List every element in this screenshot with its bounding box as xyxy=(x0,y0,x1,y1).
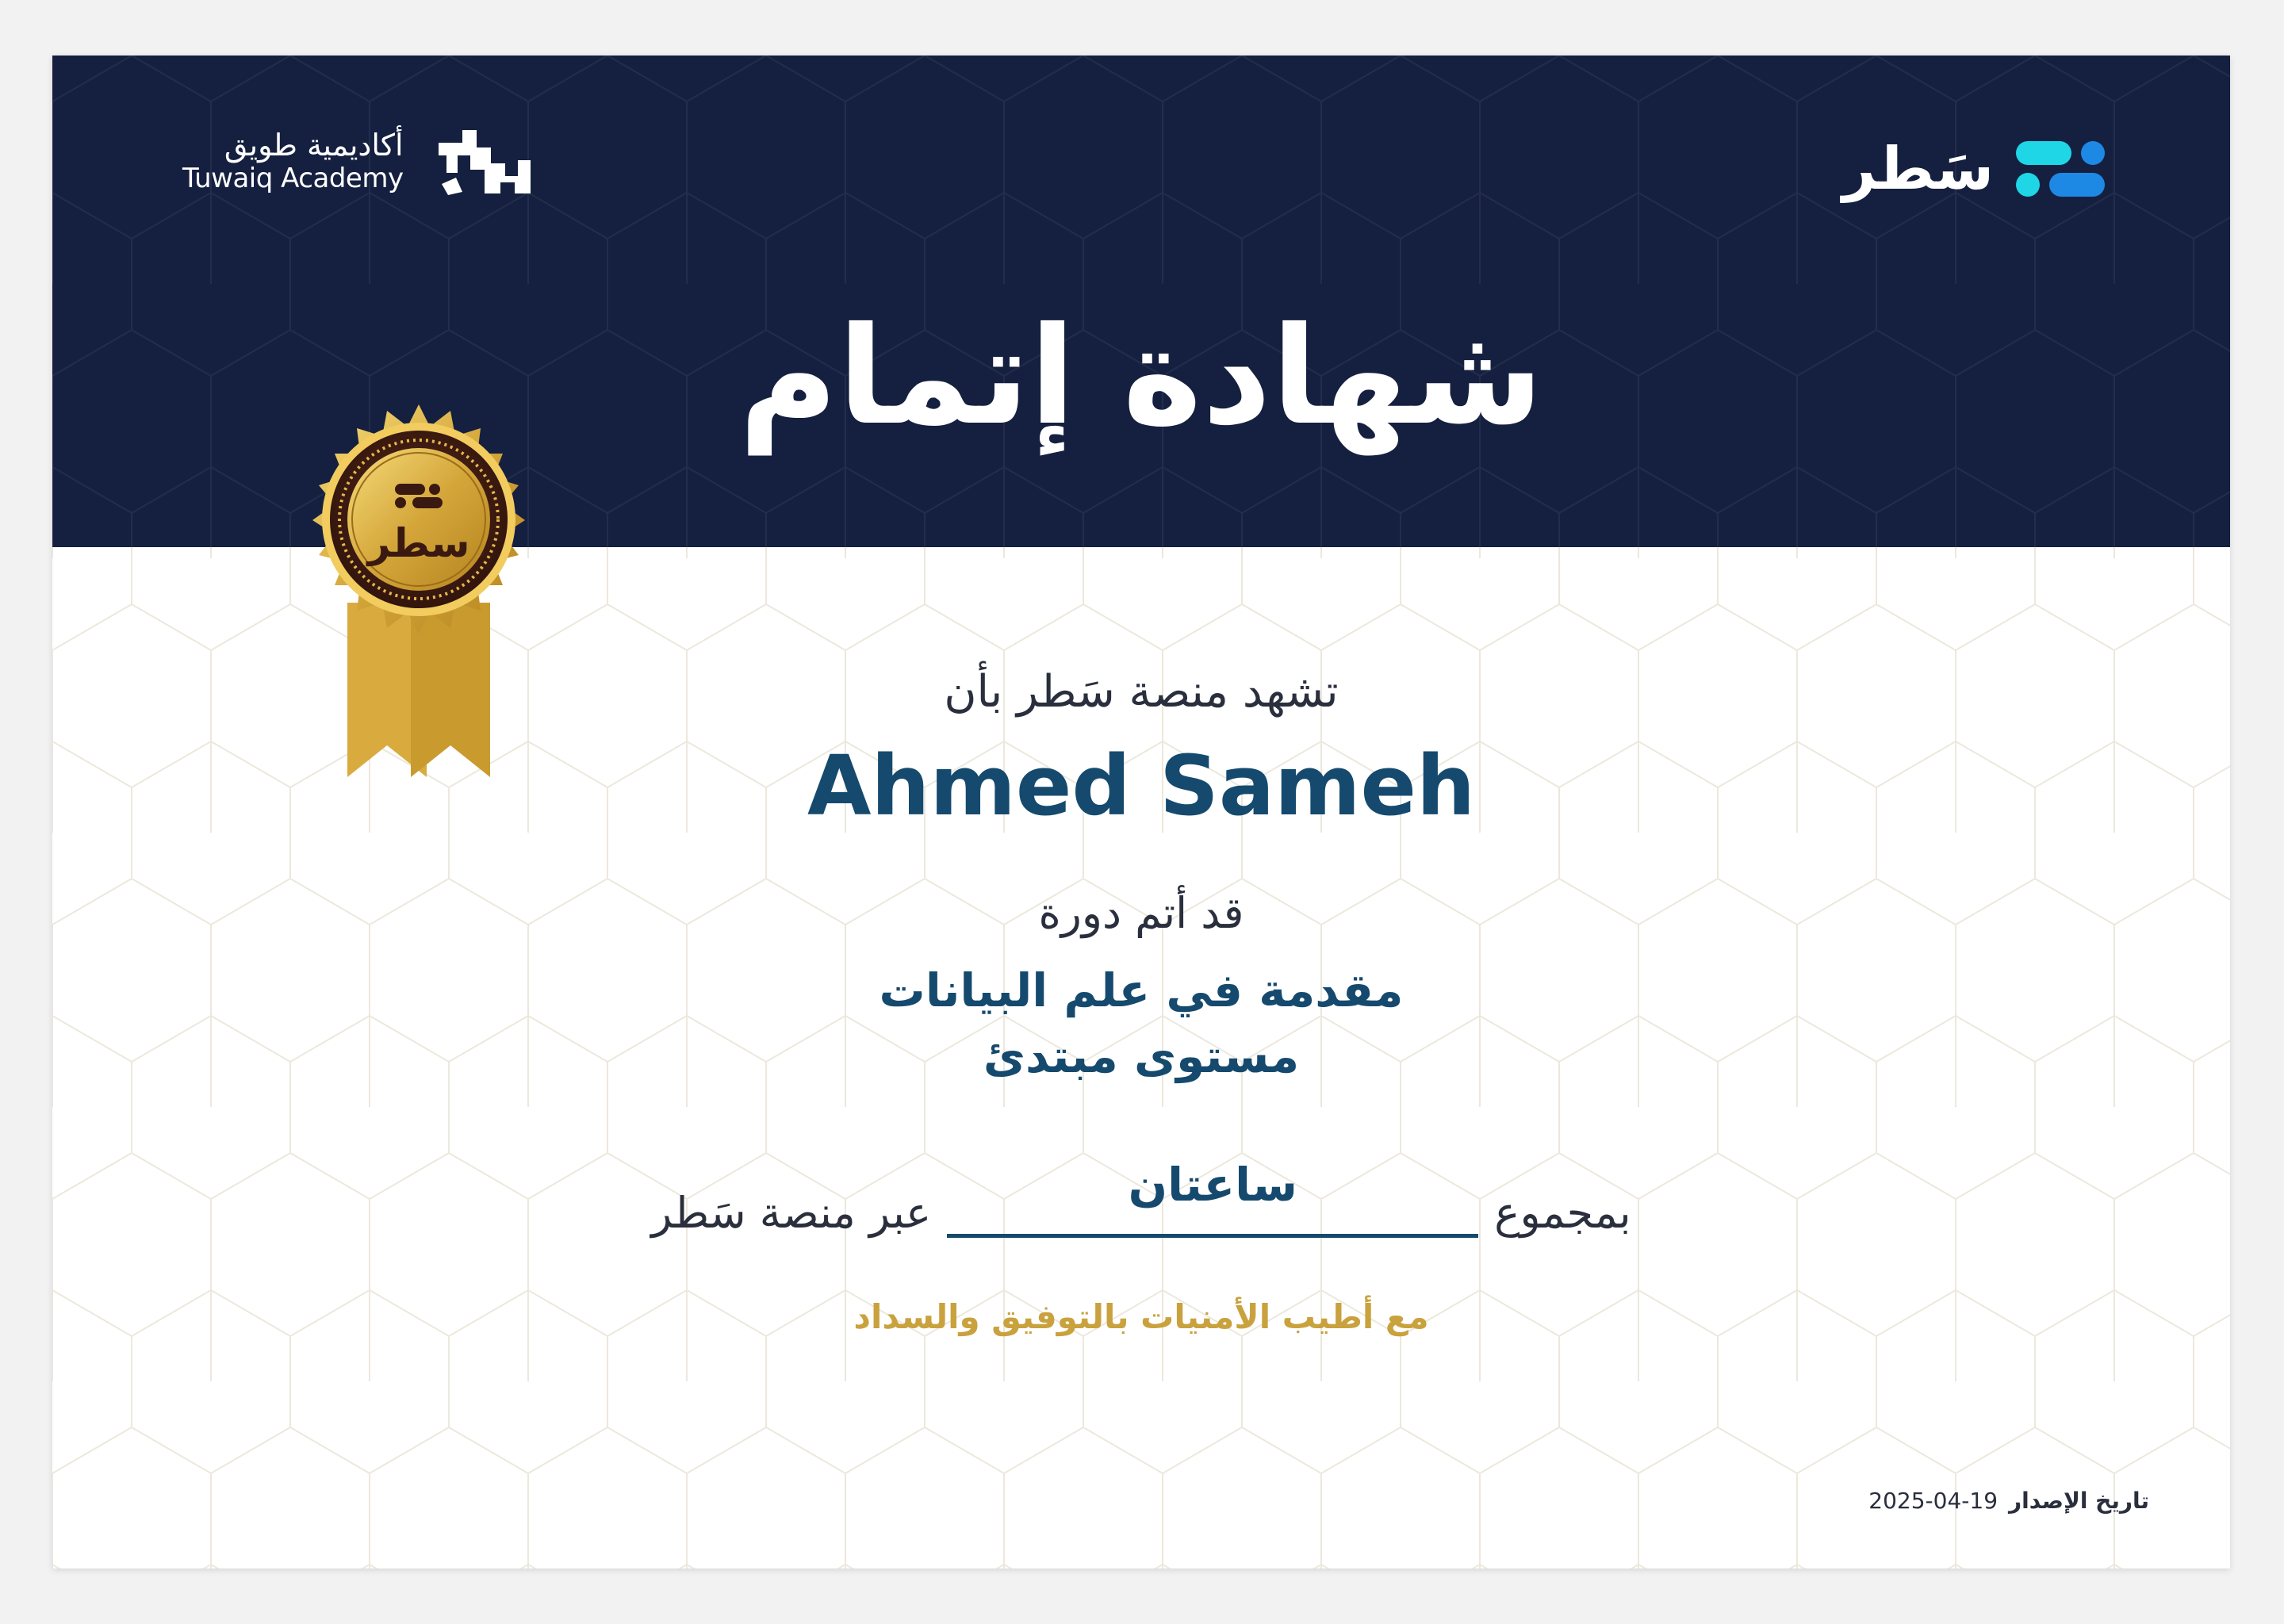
certificate-title: شهادة إتمام xyxy=(738,298,1544,455)
duration-row xyxy=(52,1158,2230,1238)
seal-text: سطر xyxy=(367,520,470,566)
tuwaiq-name-arabic: أكاديمية طويق xyxy=(224,127,404,163)
certificate xyxy=(52,56,2230,1568)
gold-seal-badge xyxy=(260,404,577,785)
duration-value: ساعتان xyxy=(1128,1158,1297,1212)
duration-suffix: عبر منصة سَطر xyxy=(651,1188,932,1238)
satr-logo xyxy=(1842,125,2105,213)
duration-underline xyxy=(947,1158,1478,1238)
course-level: مستوى مبتدئ xyxy=(983,1029,1300,1083)
tuwaiq-academy-logo xyxy=(182,128,532,195)
tuwaiq-logo-text xyxy=(182,129,404,195)
course-name: مقدمة في علم البيانات xyxy=(879,963,1404,1017)
satr-mark-icon xyxy=(2016,141,2105,197)
wishes-text: مع أطيب الأمنيات بالتوفيق والسداد xyxy=(853,1297,1429,1336)
recipient-name: Ahmed Sameh xyxy=(807,737,1476,834)
completed-course-text: قد أتم دورة xyxy=(1038,888,1244,938)
satr-logo-text: سَطر xyxy=(1842,135,1994,203)
tuwaiq-mark-icon xyxy=(439,128,532,195)
issue-date-value: 2025-04-19 xyxy=(1868,1488,1998,1514)
certificate-intro: تشهد منصة سَطر بأن xyxy=(944,666,1339,718)
tuwaiq-name-english: Tuwaiq Academy xyxy=(182,162,404,194)
issue-date-label: تاريخ الإصدار xyxy=(2009,1488,2149,1514)
issue-date xyxy=(1868,1488,2149,1514)
duration-prefix: بمجموع xyxy=(1494,1188,1631,1238)
